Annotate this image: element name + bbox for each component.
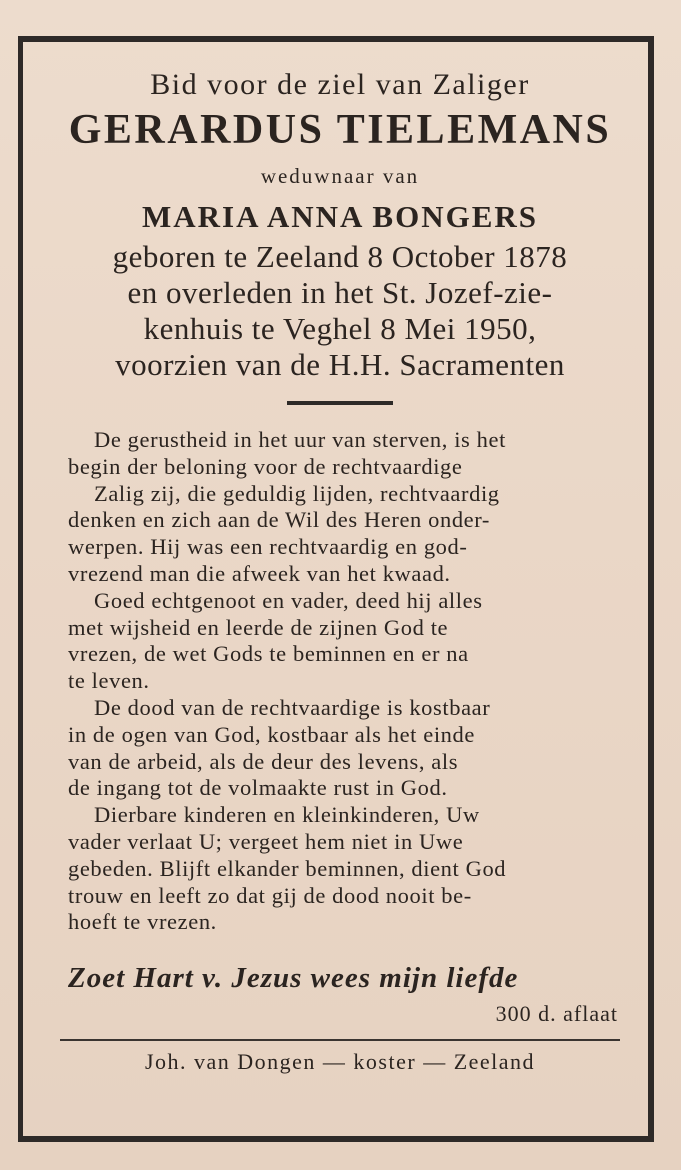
deceased-name: GERARDUS TIELEMANS	[68, 107, 612, 153]
spouse-name: MARIA ANNA BONGERS	[142, 199, 538, 234]
text-line: De dood van de rechtvaardige is kostbaar	[94, 694, 491, 720]
prayer-line: Zoet Hart v. Jezus wees mijn liefde	[68, 962, 519, 995]
memorial-text	[60, 427, 620, 936]
life-line: en overleden in het St. Jozef-zie-	[127, 275, 553, 310]
life-line: voorzien van de H.H. Sacramenten	[115, 347, 565, 382]
card-content	[60, 60, 620, 1075]
text-line: in de ogen van God, kostbaar als het einde	[68, 721, 475, 747]
text-line: vrezend man die afweek van het kwaad.	[68, 560, 451, 586]
indulgence-note: 300 d. aflaat	[495, 1001, 618, 1027]
text-line: denken en zich aan de Wil des Heren onder-	[68, 507, 491, 533]
divider-rule	[60, 1039, 620, 1041]
life-line: geboren te Zeeland 8 October 1878	[112, 239, 568, 274]
text-line: begin der beloning voor de rechtvaardige	[68, 453, 463, 479]
text-line: hoeft te vrezen.	[68, 909, 217, 935]
text-line: de ingang tot de volmaakte rust in God.	[68, 775, 448, 801]
text-line: gebeden. Blijft elkander beminnen, dient God	[68, 855, 507, 881]
text-line: met wijsheid en leerde de zijnen God te	[68, 614, 449, 640]
text-line: werpen. Hij was een rechtvaardig en god-	[68, 534, 468, 560]
text-line: De gerustheid in het uur van sterven, is het	[94, 427, 506, 452]
text-line: vader verlaat U; vergeet hem niet in Uwe	[68, 828, 464, 854]
relation-line: weduwnaar van	[260, 164, 420, 188]
text-line: Dierbare kinderen en kleinkinderen, Uw	[94, 802, 480, 828]
intro-line: Bid voor de ziel van Zaliger	[150, 68, 530, 101]
text-line: vrezen, de wet Gods te beminnen en er na	[68, 641, 469, 667]
text-line: te leven.	[68, 668, 150, 694]
life-details	[60, 239, 620, 383]
text-line: Goed echtgenoot en vader, deed hij alles	[94, 587, 483, 613]
printer-credit: Joh. van Dongen — koster — Zeeland	[144, 1049, 536, 1075]
text-line: Zalig zij, die geduldig lijden, rechtvaardig	[94, 480, 500, 506]
ornament-rule	[287, 401, 393, 405]
text-line: van de arbeid, als de deur des levens, als	[68, 748, 459, 774]
life-line: kenhuis te Veghel 8 Mei 1950,	[143, 311, 537, 346]
text-line: trouw en leeft zo dat gij de dood nooit be-	[68, 882, 472, 908]
